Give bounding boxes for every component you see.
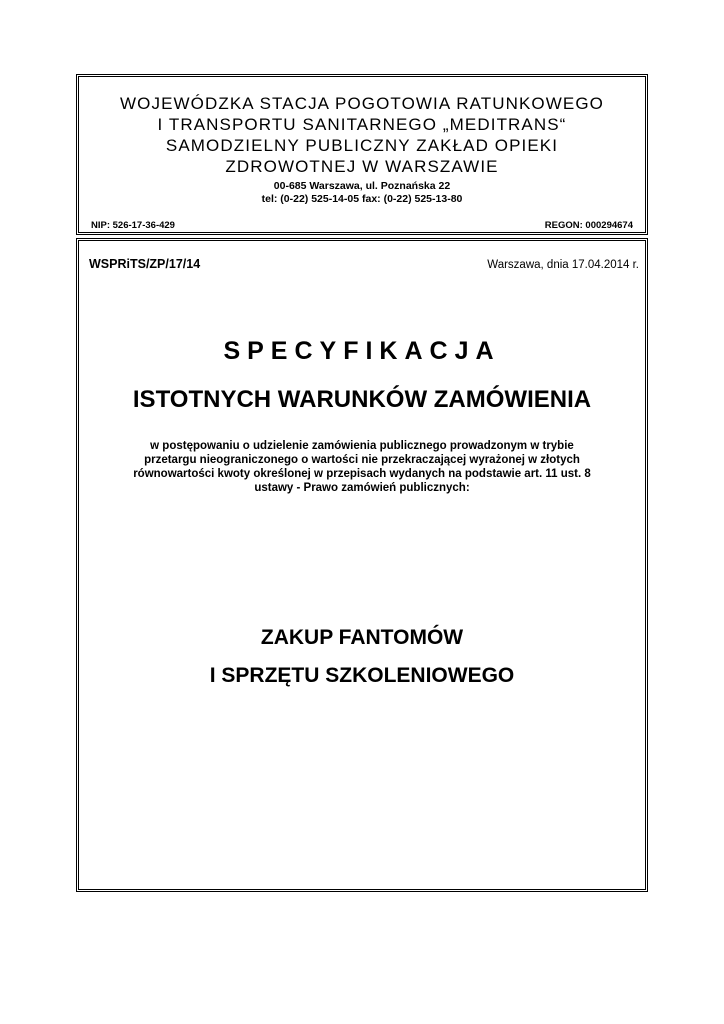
reference-number: WSPRiTS/ZP/17/14 <box>89 257 201 271</box>
document-body <box>76 238 648 892</box>
institution-contact <box>79 180 645 206</box>
procurement-subject-line: I SPRZĘTU SZKOLENIOWEGO <box>209 664 515 687</box>
institution-name-line: WOJEWÓDZKA STACJA POGOTOWIA RATUNKOWEGO <box>120 94 604 113</box>
procedure-description <box>99 439 625 495</box>
nip-number: NIP: 526-17-36-429 <box>91 220 175 231</box>
institution-name-line: I TRANSPORTU SANITARNEGO „MEDITRANS“ <box>157 115 567 134</box>
procurement-subject <box>79 619 645 695</box>
document-title: SPECYFIKACJA <box>223 337 501 365</box>
regon-number: REGON: 000294674 <box>544 220 633 231</box>
institution-header <box>76 74 648 235</box>
procedure-description-line: ustawy - Prawo zamówień publicznych: <box>254 482 470 494</box>
reference-row <box>89 257 639 271</box>
institution-phone-fax: tel: (0-22) 525-14-05 fax: (0-22) 525-13-80 <box>261 193 463 205</box>
institution-name-line: ZDROWOTNEJ W WARSZAWIE <box>225 157 499 176</box>
document-date: Warszawa, dnia 17.04.2014 r. <box>487 259 639 271</box>
institution-name <box>79 93 645 177</box>
institution-name-line: SAMODZIELNY PUBLICZNY ZAKŁAD OPIEKI <box>165 136 559 155</box>
document-subtitle: ISTOTNYCH WARUNKÓW ZAMÓWIENIA <box>132 386 592 413</box>
procedure-description-line: równowartości kwoty określonej w przepisach wydanych na podstawie art. 11 ust. 8 <box>133 468 591 480</box>
procedure-description-line: przetargu nieograniczonego o wartości nie przekraczającej wyrażonej w złotych <box>144 454 580 466</box>
procedure-description-line: w postępowaniu o udzielenie zamówienia publicznego prowadzonym w trybie <box>150 440 574 452</box>
procurement-subject-line: ZAKUP FANTOMÓW <box>260 626 464 649</box>
institution-ids <box>91 220 633 231</box>
institution-address: 00-685 Warszawa, ul. Poznańska 22 <box>273 180 451 192</box>
